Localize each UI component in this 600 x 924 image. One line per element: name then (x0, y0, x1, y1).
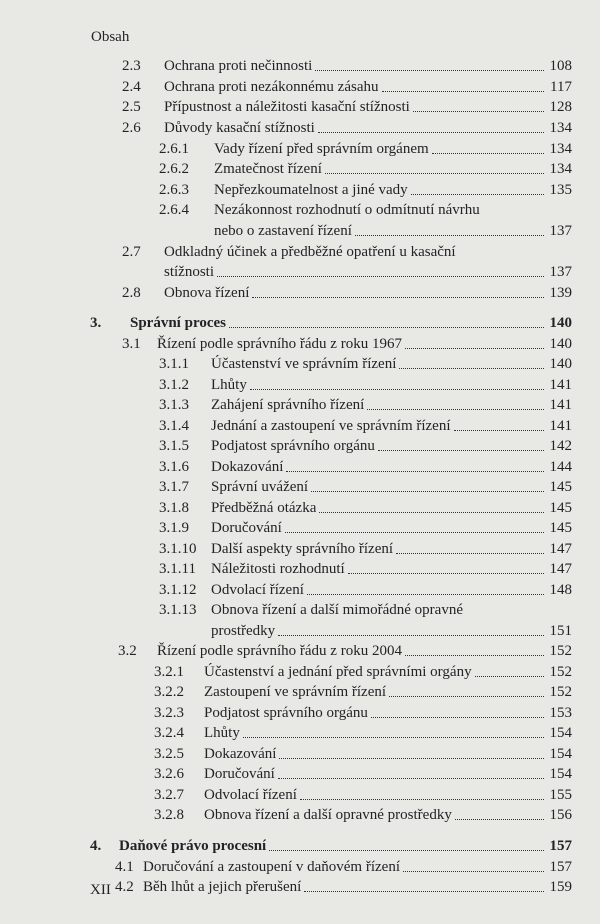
dot-leader (229, 313, 544, 328)
toc-entry-page: 117 (550, 79, 572, 95)
toc-entry-page: 148 (549, 582, 572, 598)
dot-leader (243, 723, 544, 738)
toc-entry-number: 3.1.6 (159, 459, 189, 475)
toc-entry[interactable] (0, 334, 600, 354)
toc-entry[interactable] (0, 857, 600, 877)
dot-leader (269, 836, 544, 851)
toc-entry-number: 3.1.9 (159, 520, 189, 536)
dot-leader (405, 641, 544, 656)
toc-entry[interactable] (0, 477, 600, 497)
toc-entry-title: Běh lhůt a jejich přerušení (143, 879, 302, 895)
toc-entry-page: 134 (549, 161, 572, 177)
toc-entry[interactable] (0, 77, 600, 97)
dot-leader (319, 498, 544, 513)
toc-entry-title: Účastenství a jednání před správními orgány (204, 664, 472, 680)
dot-leader (300, 785, 544, 800)
toc-entry[interactable] (0, 97, 600, 117)
toc-entry-page: 135 (549, 182, 572, 198)
dot-leader (367, 395, 544, 410)
toc-entry-title: Ochrana proti nezákonnému zásahu (164, 79, 379, 95)
toc-entry-title: Správní proces (130, 315, 226, 331)
toc-entry-title: Podjatost správního orgánu (204, 705, 368, 721)
toc-entry-page: 137 (549, 223, 572, 239)
dot-leader (348, 559, 544, 574)
toc-entry-title: Lhůty (204, 725, 240, 741)
toc-entry-number: 4.1 (115, 859, 134, 875)
toc-entry-page: 153 (549, 705, 572, 721)
toc-entry-number: 2.4 (122, 79, 141, 95)
toc-entry[interactable] (0, 354, 600, 374)
toc-entry[interactable] (0, 139, 600, 159)
toc-entry-title: Obnova řízení (164, 285, 250, 301)
toc-entry-number: 3.2 (118, 643, 137, 659)
toc-entry[interactable] (0, 764, 600, 784)
toc-entry-number: 3.2.8 (154, 807, 184, 823)
running-header: Obsah (91, 29, 130, 45)
dot-leader (315, 56, 544, 71)
toc-entry-page: 145 (549, 500, 572, 516)
toc-entry[interactable] (0, 56, 600, 76)
toc-entry-page: 141 (549, 418, 572, 434)
toc-entry-page: 154 (549, 766, 572, 782)
toc-entry[interactable] (0, 283, 600, 303)
dot-leader (382, 77, 544, 92)
dot-leader (278, 764, 544, 779)
toc-entry-page: 140 (549, 315, 572, 331)
dot-leader (304, 877, 544, 892)
dot-leader (389, 682, 544, 697)
toc-entry-page: 145 (549, 479, 572, 495)
dot-leader (311, 477, 544, 492)
toc-entry-number: 3.2.4 (154, 725, 184, 741)
dot-leader (454, 416, 544, 431)
toc-entry-number: 2.6.1 (159, 141, 189, 157)
dot-leader (278, 621, 544, 636)
dot-leader (279, 744, 544, 759)
toc-entry-number: 3.1 (122, 336, 141, 352)
toc-entry-title: Řízení podle správního řádu z roku 1967 (157, 336, 402, 352)
toc-entry-page: 134 (549, 141, 572, 157)
toc-entry-number: 4. (90, 838, 102, 854)
toc-entry[interactable] (0, 395, 600, 415)
toc-entry-title: Jednání a zastoupení ve správním řízení (211, 418, 451, 434)
toc-entry-page: 140 (549, 356, 572, 372)
toc-entry-page: 152 (549, 684, 572, 700)
toc-entry-number: 2.8 (122, 285, 141, 301)
toc-entry-title: Daňové právo procesní (119, 838, 267, 854)
toc-entry-title: Dokazování (204, 746, 277, 762)
toc-entry[interactable] (0, 118, 600, 138)
toc-entry-title: Řízení podle správního řádu z roku 2004 (157, 643, 402, 659)
toc-entry-page: 144 (549, 459, 572, 475)
toc-entry-title: Náležitosti rozhodnutí (211, 561, 345, 577)
toc-entry-number: 2.7 (122, 244, 141, 260)
toc-entry-page: 152 (549, 643, 572, 659)
toc-entry-number: 3.2.2 (154, 684, 184, 700)
toc-entry[interactable] (0, 498, 600, 518)
toc-entry-number: 3.1.2 (159, 377, 189, 393)
toc-entry-page: 139 (549, 285, 572, 301)
toc-entry[interactable] (0, 559, 600, 579)
toc-entry-title: Důvody kasační stížnosti (164, 120, 315, 136)
dot-leader (325, 159, 544, 174)
dot-leader (217, 262, 544, 277)
toc-entry-title: Doručování (211, 520, 282, 536)
toc-entry-title: Zahájení správního řízení (211, 397, 365, 413)
toc-entry[interactable] (0, 159, 600, 179)
toc-entry-page: 141 (549, 377, 572, 393)
toc-entry-page: 142 (549, 438, 572, 454)
toc-entry[interactable] (0, 313, 600, 333)
toc-entry[interactable] (0, 805, 600, 825)
toc-entry-title: Přípustnost a náležitosti kasační stížnosti (164, 99, 410, 115)
toc-entry-title-continuation: prostředky (211, 623, 276, 639)
toc-entry-title: Podjatost správního orgánu (211, 438, 375, 454)
toc-entry-title: Lhůty (211, 377, 247, 393)
toc-entry[interactable] (0, 641, 600, 661)
toc-entry-page: 128 (549, 99, 572, 115)
toc-entry[interactable] (0, 436, 600, 456)
toc-entry-page: 156 (549, 807, 572, 823)
toc-entry-number: 3.2.6 (154, 766, 184, 782)
toc-entry-number: 3.1.12 (159, 582, 197, 598)
toc-entry[interactable] (0, 836, 600, 856)
toc-entry-title: Nepřezkoumatelnost a jiné vady (214, 182, 408, 198)
toc-entry-title: Vady řízení před správním orgánem (214, 141, 429, 157)
toc-entry-number: 4.2 (115, 879, 134, 895)
toc-entry-number: 3.1.11 (159, 561, 196, 577)
toc-entry-title: Zastoupení ve správním řízení (204, 684, 387, 700)
toc-entry-number: 3.1.3 (159, 397, 189, 413)
dot-leader (252, 283, 544, 298)
toc-entry[interactable] (0, 518, 600, 538)
toc-entry[interactable] (0, 682, 600, 702)
toc-entry-page: 157 (549, 859, 572, 875)
toc-entry-title: Ochrana proti nečinnosti (164, 58, 313, 74)
toc-entry[interactable] (0, 662, 600, 682)
toc-entry[interactable] (0, 242, 600, 282)
toc-entry[interactable] (0, 180, 600, 200)
toc-entry-page: 159 (549, 879, 572, 895)
toc-entry-page: 152 (549, 664, 572, 680)
toc-entry-number: 3.2.3 (154, 705, 184, 721)
toc-entry-title-continuation: stížnosti (164, 264, 215, 280)
dot-leader (405, 334, 544, 349)
dot-leader (285, 518, 544, 533)
toc-entry-page: 154 (549, 725, 572, 741)
toc-entry-title: Správní uvážení (211, 479, 309, 495)
toc-entry-number: 3.1.1 (159, 356, 189, 372)
toc-entry-title: Nezákonnost rozhodnutí o odmítnutí návrhu (214, 202, 480, 218)
toc-entry-number: 2.6.3 (159, 182, 189, 198)
toc-entry-number: 2.6.4 (159, 202, 189, 218)
toc-entry-number: 2.3 (122, 58, 141, 74)
dot-leader (250, 375, 544, 390)
toc-entry-page: 155 (549, 787, 572, 803)
toc-entry[interactable] (0, 539, 600, 559)
toc-entry-page: 141 (549, 397, 572, 413)
toc-entry-number: 3. (90, 315, 102, 331)
toc-entry-number: 3.1.5 (159, 438, 189, 454)
toc-entry-page: 147 (549, 561, 572, 577)
toc-entry-title: Dokazování (211, 459, 284, 475)
toc-entry[interactable] (0, 457, 600, 477)
toc-entry-title: Obnova řízení a další opravné prostředky (204, 807, 452, 823)
dot-leader (399, 354, 544, 369)
toc-entry-page: 157 (549, 838, 572, 854)
toc-entry-title: Účastenství ve správním řízení (211, 356, 397, 372)
toc-entry[interactable] (0, 375, 600, 395)
toc-entry-title: Další aspekty správního řízení (211, 541, 394, 557)
toc-entry-page: 154 (549, 746, 572, 762)
toc-entry[interactable] (0, 785, 600, 805)
dot-leader (411, 180, 544, 195)
dot-leader (286, 457, 544, 472)
toc-entry-number: 3.2.1 (154, 664, 184, 680)
toc-entry-page: 134 (549, 120, 572, 136)
toc-entry-title: Odvolací řízení (211, 582, 304, 598)
dot-leader (355, 221, 544, 236)
dot-leader (378, 436, 544, 451)
toc-entry[interactable] (0, 744, 600, 764)
toc-entry-number: 2.6.2 (159, 161, 189, 177)
dot-leader (307, 580, 544, 595)
toc-entry-number: 2.5 (122, 99, 141, 115)
toc-entry-title: Doručování (204, 766, 275, 782)
toc-entry[interactable] (0, 723, 600, 743)
toc-entry-title: Obnova řízení a další mimořádné opravné (211, 602, 463, 618)
toc-entry-number: 3.2.7 (154, 787, 184, 803)
toc-entry-page: 145 (549, 520, 572, 536)
toc-entry-number: 3.1.13 (159, 602, 197, 618)
dot-leader (318, 118, 544, 133)
toc-entry-number: 3.1.8 (159, 500, 189, 516)
toc-entry-title: Zmatečnost řízení (214, 161, 322, 177)
toc-entry-number: 3.2.5 (154, 746, 184, 762)
toc-entry-page: 140 (549, 336, 572, 352)
page-number-footer: XII (90, 882, 111, 898)
toc-entry-number: 2.6 (122, 120, 141, 136)
dot-leader (396, 539, 544, 554)
toc-entry[interactable] (0, 416, 600, 436)
toc-entry[interactable] (0, 580, 600, 600)
toc-entry-page: 147 (549, 541, 572, 557)
dot-leader (371, 703, 544, 718)
toc-entry-page: 137 (549, 264, 572, 280)
toc-entry-title: Odkladný účinek a předběžné opatření u kasační (164, 244, 456, 260)
toc-entry-number: 3.1.10 (159, 541, 197, 557)
dot-leader (432, 139, 544, 154)
toc-entry-page: 151 (549, 623, 572, 639)
toc-entry[interactable] (0, 200, 600, 241)
toc-entry[interactable] (0, 703, 600, 723)
toc-entry-title: Doručování a zastoupení v daňovém řízení (143, 859, 400, 875)
toc-entry-number: 3.1.4 (159, 418, 189, 434)
toc-entry-page: 108 (549, 58, 572, 74)
toc-entry-title: Odvolací řízení (204, 787, 297, 803)
dot-leader (455, 805, 544, 820)
toc-entry-number: 3.1.7 (159, 479, 189, 495)
toc-entry-title: Předběžná otázka (211, 500, 317, 516)
dot-leader (413, 97, 544, 112)
toc-entry[interactable] (0, 600, 600, 641)
dot-leader (403, 857, 544, 872)
toc-entry-title-continuation: nebo o zastavení řízení (214, 223, 352, 239)
